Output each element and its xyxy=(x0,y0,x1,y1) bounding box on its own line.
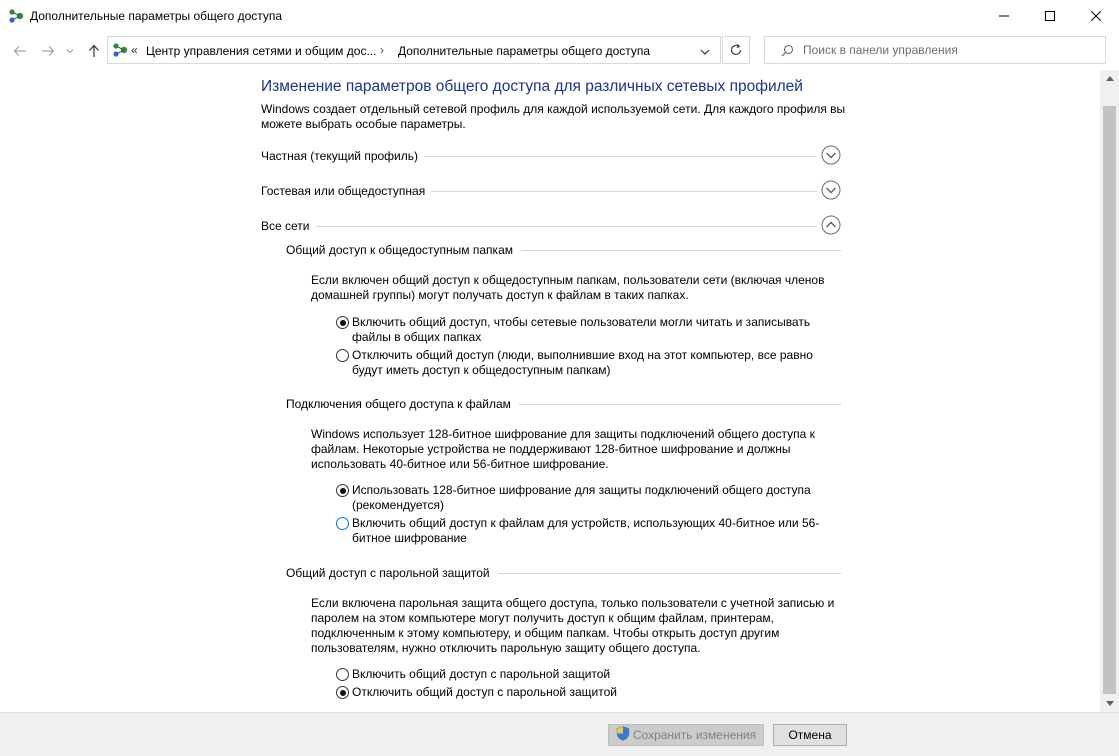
section-title: Общий доступ с парольной защитой xyxy=(286,566,498,580)
section-description: Если включена парольная защита общего доступа, только пользователи с учетной записью и паролем на этом компьютере могут получить доступ к общим файлам, принтерам, подключенным к этому компьютеру, и общим папкам. Чтобы открыть доступ другим пользователям, нужно отключить парольную защиту общего доступа. xyxy=(311,596,835,655)
chevron-up-circle-icon xyxy=(821,215,841,235)
footer-bar xyxy=(0,712,1119,756)
radio-button[interactable] xyxy=(336,517,349,530)
profile-private[interactable] xyxy=(261,145,841,167)
maximize-button[interactable] xyxy=(1027,0,1073,31)
scroll-down-button[interactable] xyxy=(1100,695,1119,712)
title-bar xyxy=(0,0,1119,32)
forward-arrow-icon xyxy=(41,45,55,57)
profile-label: Частная (текущий профиль) xyxy=(261,149,424,163)
cancel-button[interactable]: Отмена xyxy=(773,724,847,746)
breadcrumb-advanced-sharing[interactable]: Дополнительные параметры общего доступа xyxy=(398,44,651,58)
radio-label[interactable]: Использовать 128-битное шифрование для защиты подключений общего доступа (рекомендуется) xyxy=(352,483,811,512)
vertical-scrollbar[interactable] xyxy=(1100,70,1119,712)
refresh-icon xyxy=(729,43,743,57)
back-arrow-icon xyxy=(13,45,27,57)
address-bar[interactable] xyxy=(107,36,721,64)
chevron-down-icon xyxy=(700,48,710,56)
section-password-protected-sharing xyxy=(286,566,841,582)
back-button[interactable] xyxy=(10,41,30,61)
chevron-down-circle-icon xyxy=(821,145,841,165)
section-description: Если включен общий доступ к общедоступным папкам, пользователи сети (включая членов домашней группы) могут получать доступ к файлам в таких папках. xyxy=(311,273,825,302)
scroll-up-icon xyxy=(1106,76,1114,81)
forward-button[interactable] xyxy=(38,41,58,61)
maximize-icon xyxy=(1045,11,1055,21)
profile-label: Все сети xyxy=(261,219,316,233)
section-file-sharing-connections xyxy=(286,397,841,413)
scroll-down-icon xyxy=(1106,701,1114,706)
radio-label[interactable]: Включить общий доступ, чтобы сетевые пользователи могли читать и записывать файлы в общих папках xyxy=(352,315,811,344)
save-button-label: Сохранить изменения xyxy=(632,728,757,742)
radio-label[interactable]: Включить общий доступ с парольной защитой xyxy=(352,667,611,681)
section-public-folders xyxy=(286,243,841,259)
scroll-up-button[interactable] xyxy=(1100,70,1119,87)
address-dropdown-button[interactable] xyxy=(700,45,710,59)
section-title: Подключения общего доступа к файлам xyxy=(286,397,519,411)
chevron-down-icon xyxy=(66,48,74,54)
radio-button[interactable] xyxy=(336,349,349,362)
close-icon xyxy=(1091,11,1101,21)
profile-all-networks[interactable] xyxy=(261,215,841,237)
profile-label: Гостевая или общедоступная xyxy=(261,184,431,198)
minimize-icon xyxy=(999,11,1009,21)
section-title: Общий доступ к общедоступным папкам xyxy=(286,243,521,257)
expand-button[interactable] xyxy=(821,145,841,165)
breadcrumb-separator[interactable]: › xyxy=(380,43,384,57)
search-box[interactable] xyxy=(764,36,1106,64)
search-icon xyxy=(781,44,794,60)
radio-button[interactable] xyxy=(336,668,349,681)
recent-locations-button[interactable] xyxy=(63,41,77,61)
breadcrumb-overflow[interactable]: « xyxy=(131,43,138,57)
minimize-button[interactable] xyxy=(981,0,1027,31)
window-title: Дополнительные параметры общего доступа xyxy=(30,9,283,23)
network-icon xyxy=(8,8,24,24)
radio-label[interactable]: Отключить общий доступ (люди, выполнившие вход на этот компьютер, все равно будут иметь доступ к общедоступным папкам) xyxy=(352,348,813,377)
up-arrow-icon xyxy=(88,44,100,58)
save-button[interactable] xyxy=(608,724,764,746)
chevron-down-circle-icon xyxy=(821,180,841,200)
up-button[interactable] xyxy=(84,41,104,61)
radio-button[interactable] xyxy=(336,316,349,329)
uac-shield-icon xyxy=(616,726,630,744)
radio-button[interactable] xyxy=(336,686,349,699)
intro-text: Windows создает отдельный сетевой профиль для каждой используемой сети. Для каждого профиля вы можете выбрать особые параметры. xyxy=(261,102,846,131)
radio-label[interactable]: Включить общий доступ к файлам для устройств, использующих 40-битное или 56-битное шифрование xyxy=(352,516,820,545)
divider xyxy=(261,226,817,227)
page-title: Изменение параметров общего доступа для различных сетевых профилей xyxy=(261,78,803,95)
scroll-thumb[interactable] xyxy=(1103,106,1116,694)
search-input[interactable] xyxy=(803,42,1093,58)
radio-label[interactable]: Отключить общий доступ с парольной защитой xyxy=(352,685,617,699)
radio-button[interactable] xyxy=(336,484,349,497)
main-content xyxy=(0,70,1100,712)
section-description: Windows использует 128-битное шифрование для защиты подключений общего доступа к файлам. Некоторые устройства не поддерживают 128-битное шифрование и должны использовать 40-битное или 56-битное шифрование. xyxy=(311,427,815,471)
breadcrumb-network-center[interactable]: Центр управления сетями и общим дос... xyxy=(146,44,377,58)
expand-button[interactable] xyxy=(821,180,841,200)
refresh-button[interactable] xyxy=(722,36,750,64)
profile-guest[interactable] xyxy=(261,180,841,202)
collapse-button[interactable] xyxy=(821,215,841,235)
network-icon xyxy=(112,42,128,58)
close-button[interactable] xyxy=(1073,0,1119,31)
